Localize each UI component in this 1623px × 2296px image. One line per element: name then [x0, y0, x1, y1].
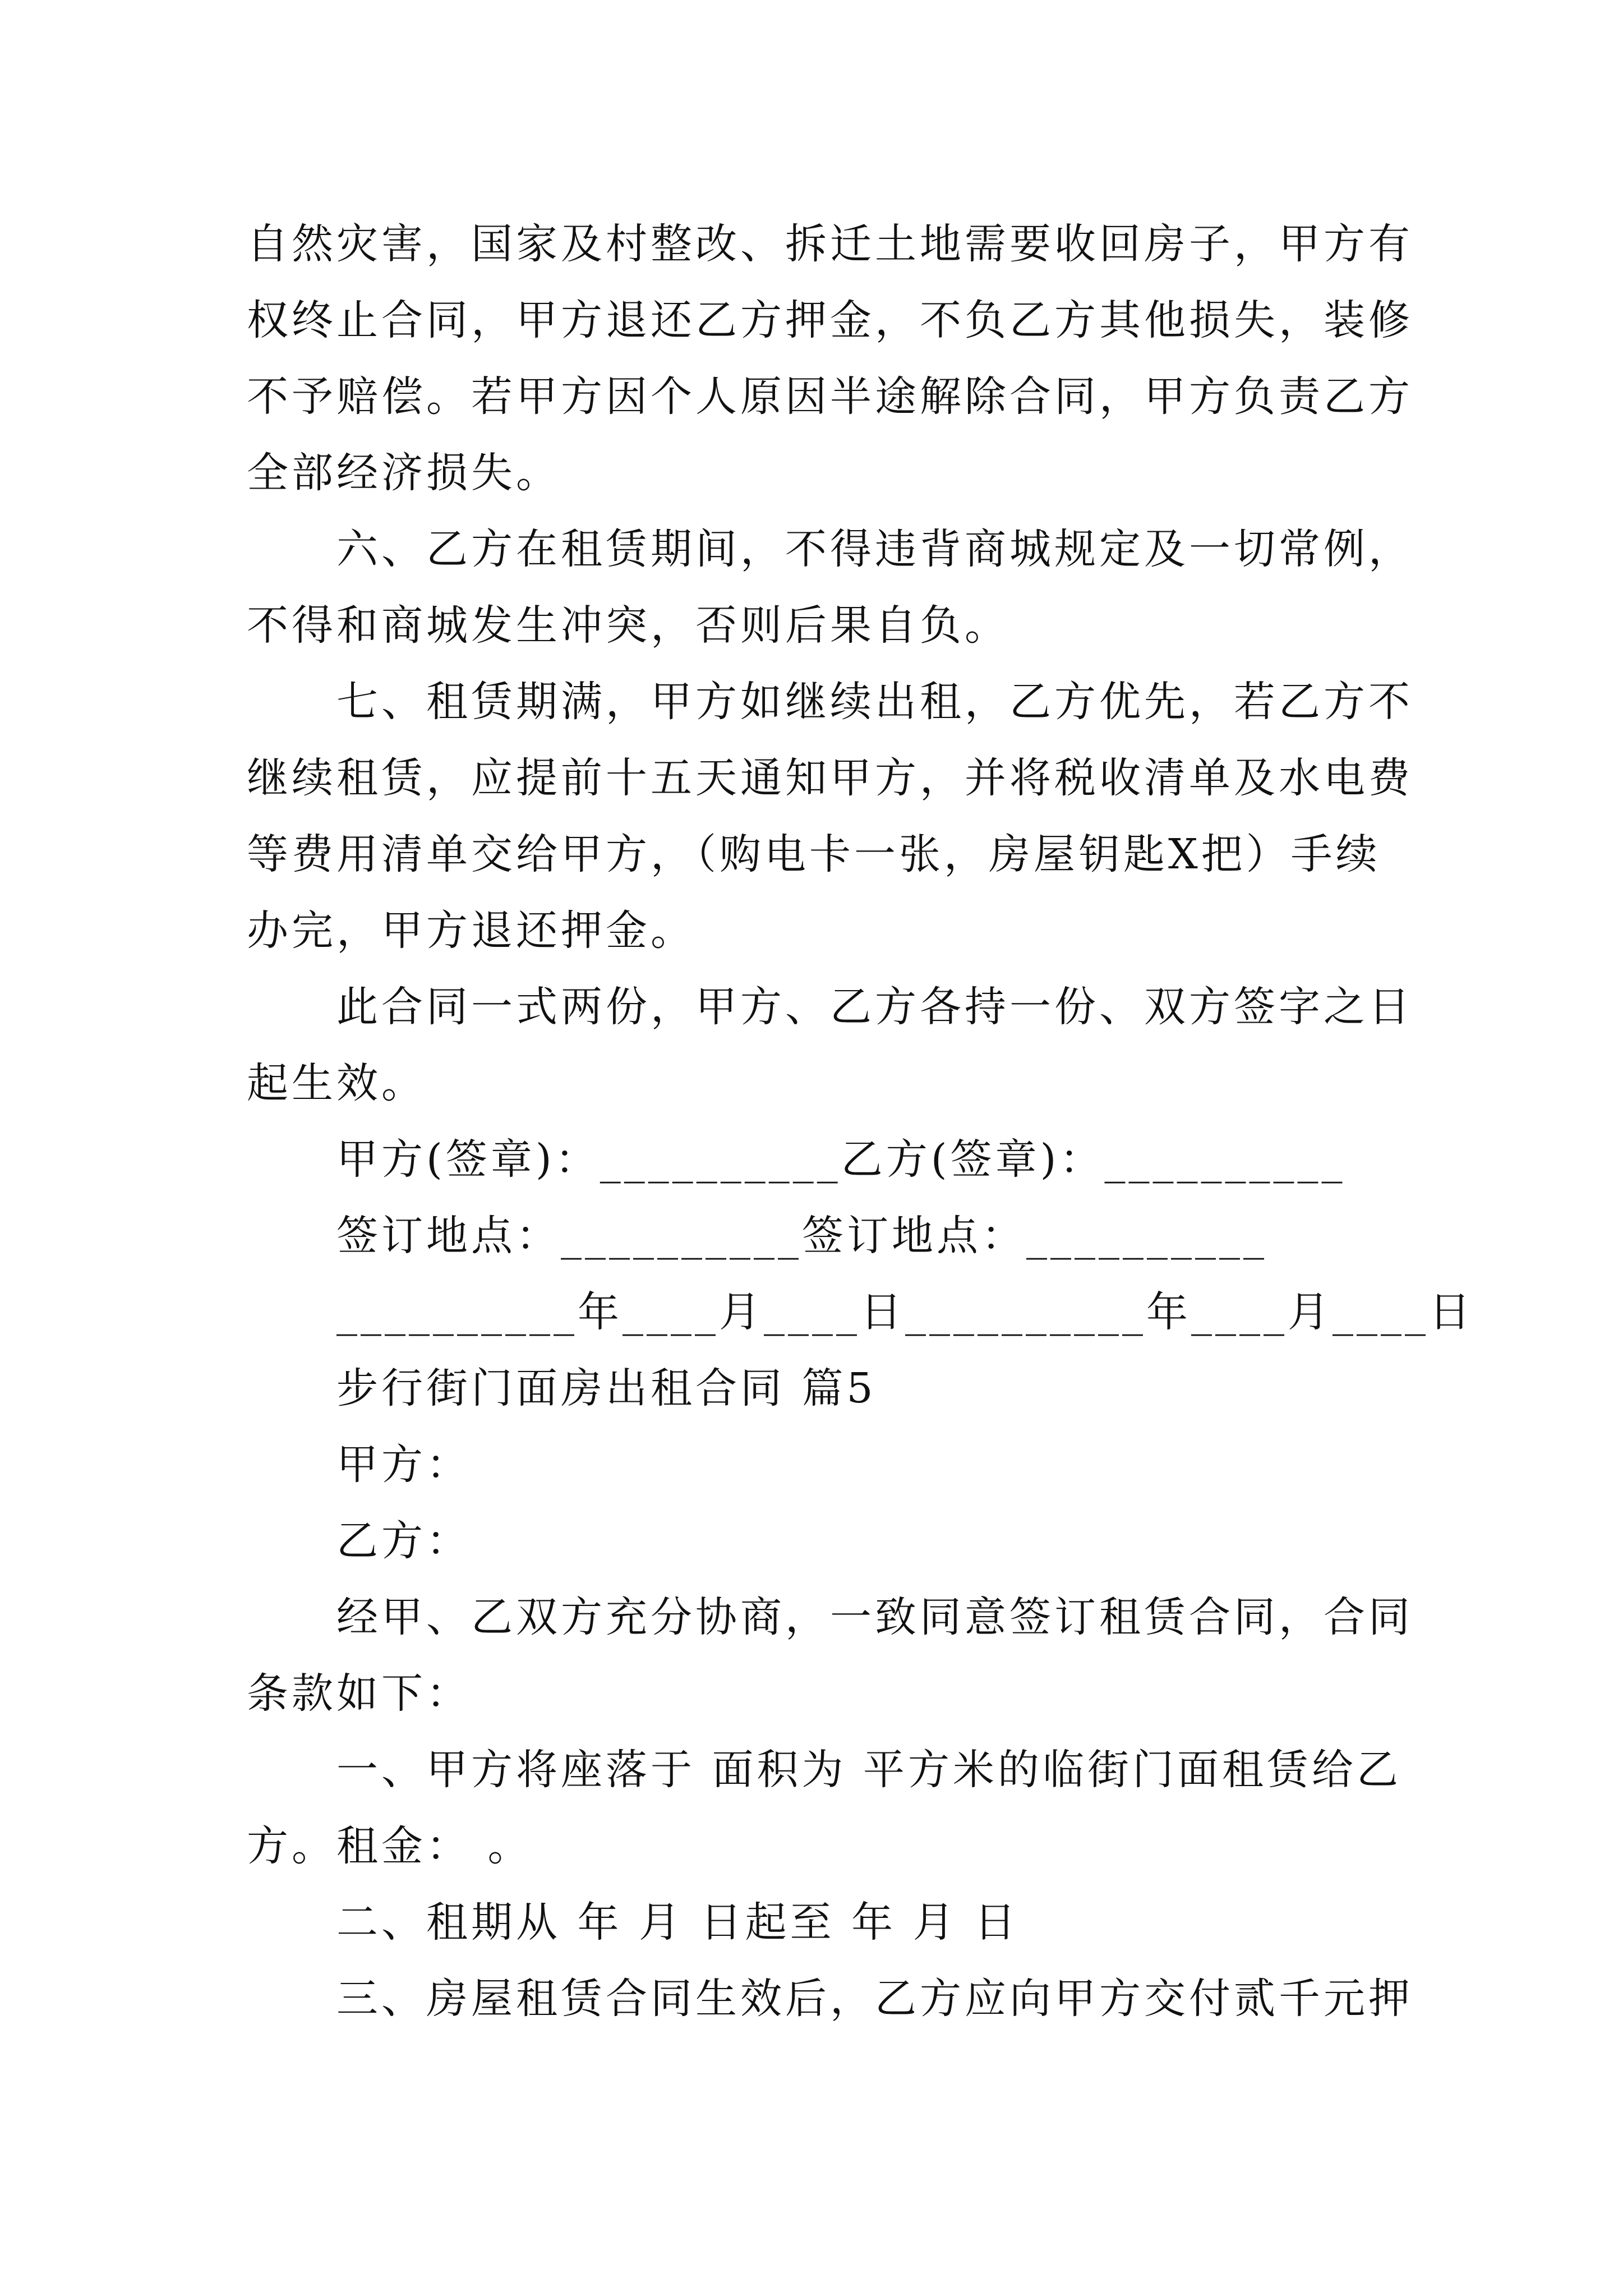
text-line: 等费用清单交给甲方，（购电卡一张，房屋钥匙X把）手续	[247, 830, 1381, 878]
clause-three: 三、房屋租赁合同生效后，乙方应向甲方交付贰千元押	[336, 1975, 1413, 2023]
party-a-label: 甲方：	[336, 1441, 471, 1489]
text-line: 不予赔偿。若甲方因个人原因半途解除合同，甲方负责乙方	[247, 372, 1413, 421]
section-title: 步行街门面房出租合同 篇5	[336, 1364, 877, 1412]
text-line: 方。租金： 。	[247, 1822, 533, 1870]
text-line: 全部经济损失。	[247, 449, 561, 497]
signature-line: 甲方(签章)：__________乙方(签章)：__________	[336, 1135, 1346, 1184]
text-line: 自然灾害，国家及村整改、拆迁土地需要收回房子，甲方有	[247, 220, 1413, 268]
text-line: 条款如下：	[247, 1669, 471, 1718]
clause-one: 一、甲方将座落于 面积为 平方米的临街门面租赁给乙	[336, 1746, 1402, 1794]
clause-six: 六、乙方在租赁期间，不得违背商城规定及一切常例，	[336, 525, 1413, 573]
text-line: 不得和商城发生冲突，否则后果自负。	[247, 601, 1009, 650]
preamble: 经甲、乙双方充分协商，一致同意签订租赁合同，合同	[336, 1593, 1413, 1641]
text-line: 继续租赁，应提前十五天通知甲方，并将税收清单及水电费	[247, 754, 1413, 802]
text-line: 权终止合同，甲方退还乙方押金，不负乙方其他损失，装修	[247, 296, 1413, 344]
text-line: 起生效。	[247, 1059, 426, 1107]
clause-seven: 七、租赁期满，甲方如继续出租，乙方优先，若乙方不	[336, 678, 1413, 726]
clause-two: 二、租期从 年 月 日起至 年 月 日	[336, 1898, 1020, 1947]
party-b-label: 乙方：	[336, 1517, 471, 1565]
contract-copies-clause: 此合同一式两份，甲方、乙方各持一份、双方签字之日	[336, 983, 1413, 1031]
signing-place-line: 签订地点：__________签订地点：__________	[336, 1212, 1267, 1260]
date-line: __________年____月____日__________年____月____日	[336, 1288, 1474, 1336]
text-line: 办完，甲方退还押金。	[247, 907, 695, 955]
